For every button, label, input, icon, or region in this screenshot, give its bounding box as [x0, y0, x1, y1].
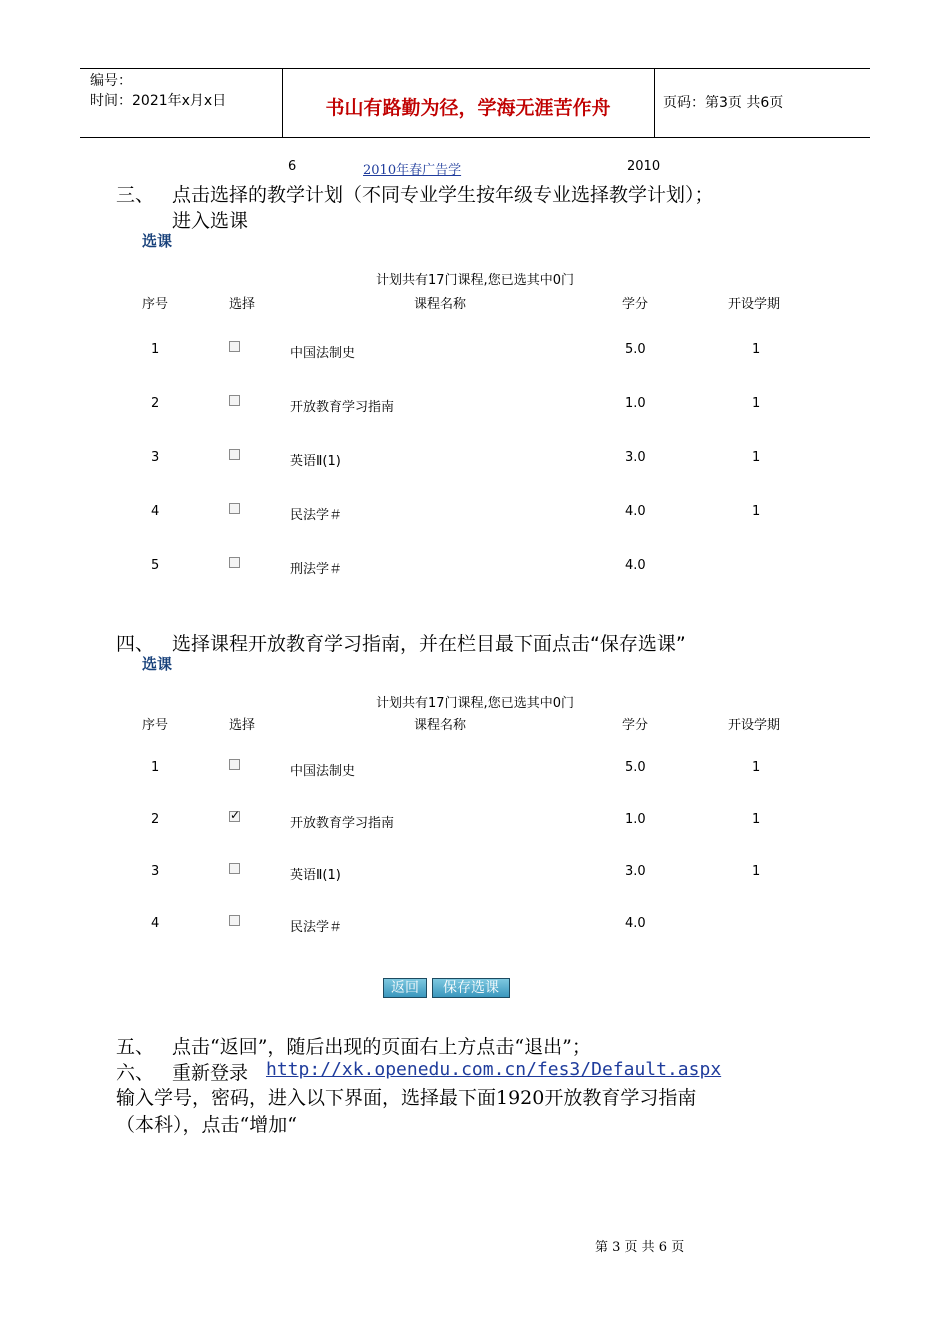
panel-title-2: 选课: [142, 655, 173, 673]
course-term: 1: [752, 396, 761, 411]
col-header-name: 课程名称: [414, 718, 467, 733]
login-url-link[interactable]: http://xk.openedu.com.cn/fes3/Default.aspx: [266, 1059, 722, 1080]
number-label: 编号：: [90, 73, 132, 89]
back-button[interactable]: 返回: [383, 978, 427, 998]
course-checkbox[interactable]: [229, 449, 240, 460]
crumb-link-wrap: [363, 159, 461, 178]
step6-number: 六、: [116, 1062, 155, 1084]
header-page-cell: [655, 69, 870, 137]
page-footer: 第 3 页 共 6 页: [595, 1240, 685, 1255]
crumb-left: 6: [288, 159, 297, 174]
row-number: 1: [151, 760, 160, 775]
page-info: 页码：第3页 共6页: [663, 95, 784, 111]
step5-text: 点击“返回”，随后出现的页面右上方点击“退出”；: [172, 1036, 591, 1058]
course-name: 中国法制史: [290, 346, 356, 361]
step6-text: 重新登录: [172, 1062, 249, 1084]
col-header-credit: 学分: [622, 297, 649, 312]
summary-2: 计划共有17门课程,您已选其中0门: [376, 696, 574, 711]
step5-number: 五、: [116, 1036, 155, 1058]
col-header-select: 选择: [229, 718, 256, 733]
row-number: 2: [151, 396, 160, 411]
panel-title-1: 选课: [142, 232, 173, 250]
col-header-no: 序号: [142, 718, 169, 733]
col-header-no: 序号: [142, 297, 169, 312]
course-checkbox[interactable]: [229, 341, 240, 352]
course-credit: 3.0: [625, 864, 646, 879]
course-credit: 4.0: [625, 504, 646, 519]
row-number: 1: [151, 342, 160, 357]
save-selection-button[interactable]: 保存选课: [432, 978, 510, 998]
course-checkbox[interactable]: [229, 915, 240, 926]
col-header-name: 课程名称: [414, 297, 467, 312]
course-credit: 3.0: [625, 450, 646, 465]
summary-1: 计划共有17门课程,您已选其中0门: [376, 273, 574, 288]
col-header-term: 开设学期: [728, 718, 781, 733]
course-credit: 4.0: [625, 558, 646, 573]
col-header-select: 选择: [229, 297, 256, 312]
motto: 书山有路勤为径，学海无涯苦作舟: [325, 97, 611, 119]
header-motto-cell: [282, 69, 655, 137]
col-header-credit: 学分: [622, 718, 649, 733]
course-term: 1: [752, 450, 761, 465]
course-checkbox[interactable]: [229, 395, 240, 406]
course-term: 1: [752, 504, 761, 519]
course-name: 英语Ⅱ(1): [290, 868, 341, 883]
plan-link[interactable]: 2010年春广告学: [363, 163, 462, 178]
course-term: 1: [752, 864, 761, 879]
course-name: 中国法制史: [290, 764, 356, 779]
course-checkbox[interactable]: [229, 863, 240, 874]
step4-text: 选择课程开放教育学习指南，并在栏目最下面点击“保存选课”: [172, 633, 686, 655]
course-name: 英语Ⅱ(1): [290, 454, 341, 469]
time-label: 时间：2021年x月x日: [90, 93, 227, 109]
col-header-term: 开设学期: [728, 297, 781, 312]
step4-number: 四、: [116, 633, 155, 655]
row-number: 3: [151, 864, 160, 879]
paragraph-line2: （本科），点击“增加“: [116, 1114, 297, 1136]
course-name: 开放教育学习指南: [290, 400, 395, 415]
paragraph-line1: 输入学号，密码，进入以下界面，选择最下面1920开放教育学习指南: [116, 1087, 697, 1109]
row-number: 4: [151, 504, 160, 519]
step3-text2: 进入选课: [172, 210, 249, 232]
step3-text: 点击选择的教学计划（不同专业学生按年级专业选择教学计划）；: [172, 184, 714, 206]
course-name: 刑法学＃: [290, 562, 343, 577]
header-left-cell: [80, 69, 283, 137]
row-number: 2: [151, 812, 160, 827]
step3-number: 三、: [116, 184, 155, 206]
row-number: 4: [151, 916, 160, 931]
course-checkbox-checked[interactable]: [229, 811, 240, 822]
course-term: 1: [752, 812, 761, 827]
course-checkbox[interactable]: [229, 503, 240, 514]
row-number: 3: [151, 450, 160, 465]
document-header: [80, 68, 870, 138]
course-credit: 4.0: [625, 916, 646, 931]
course-name: 民法学＃: [290, 920, 343, 935]
row-number: 5: [151, 558, 160, 573]
course-term: 1: [752, 760, 761, 775]
course-credit: 5.0: [625, 342, 646, 357]
course-name: 民法学＃: [290, 508, 343, 523]
course-term: 1: [752, 342, 761, 357]
crumb-right: 2010: [627, 159, 661, 174]
course-credit: 1.0: [625, 812, 646, 827]
course-credit: 5.0: [625, 760, 646, 775]
course-credit: 1.0: [625, 396, 646, 411]
course-checkbox[interactable]: [229, 557, 240, 568]
course-name: 开放教育学习指南: [290, 816, 395, 831]
course-checkbox[interactable]: [229, 759, 240, 770]
